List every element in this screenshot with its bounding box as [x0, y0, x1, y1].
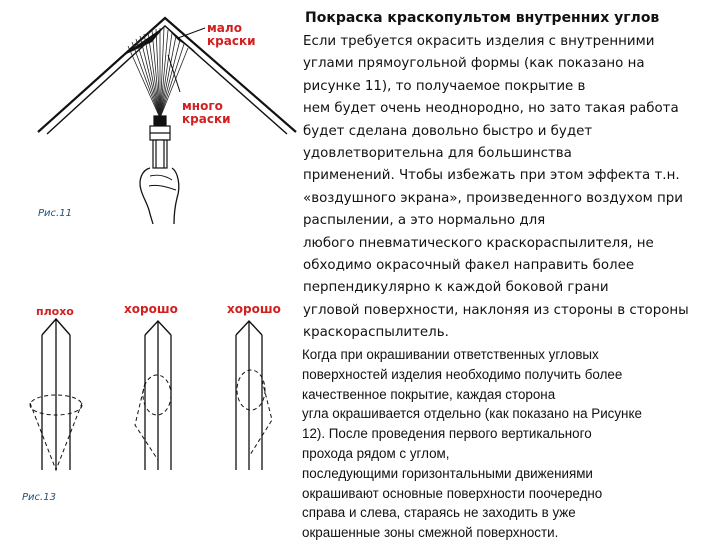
label-much-paint: много краски — [182, 99, 231, 126]
figure-13-caption: Рис.13 — [22, 492, 56, 503]
figure-11-caption: Рис.11 — [38, 208, 72, 219]
paragraph-1-line: любого пневматического краскораспылителя, не — [303, 235, 654, 251]
paragraph-1-line: рисунке 11), то получаемое покрытие в — [303, 78, 586, 94]
figure-11 — [0, 0, 300, 230]
paragraph-1-line: углами прямоугольной формы (как показано на — [303, 56, 645, 72]
section-title: Покраска краскопультом внутренних углов — [305, 10, 660, 26]
paragraph-2-line: справа и слева, стараясь не заходить в уже — [302, 505, 576, 521]
paragraph-2-line: прохода рядом с углом, — [302, 445, 450, 461]
column-bad — [30, 319, 82, 470]
corner-spray-comparison-illustration — [0, 295, 300, 540]
paragraph-1-line: Если требуется окрасить изделия с внутренними — [303, 34, 655, 49]
spray-fan — [128, 28, 188, 118]
paragraph-1-line: будет сделана довольно быстро и будет — [303, 123, 593, 139]
figure-13 — [0, 295, 300, 540]
label-good-1: хорошо — [124, 302, 178, 316]
paragraph-1-line: угловой поверхности, наклоняя из стороны в стороны — [303, 302, 689, 318]
paragraph-2-line: 12). После проведения первого вертикального — [302, 426, 592, 442]
paragraph-1-line: «воздушного экрана», произведенного воздухом при — [303, 190, 683, 206]
corner-outer-edge — [38, 18, 296, 132]
paragraph-1-line: обходимо окрасочный факел направить более — [303, 258, 635, 274]
paragraph-1-line: удовлетворительна для большинства — [303, 146, 572, 162]
column-good-1 — [135, 321, 171, 470]
paragraph-2-line: угла окрашивается отдельно (как показано на Рисунке — [302, 406, 642, 422]
paragraph-1-line: распылении, а это нормально для — [303, 213, 546, 229]
paragraph-2-line: последующими горизонтальными движениями — [302, 465, 593, 481]
paragraph-1-line: перпендикулярно к каждой боковой грани — [303, 280, 609, 296]
label-good-2: хорошо — [227, 302, 281, 316]
label-bad: плохо — [36, 305, 74, 318]
paragraph-2-line: окрашенные зоны смежной поверхности. — [302, 525, 559, 541]
paragraph-1-line: применений. Чтобы избежать при этом эффекта т.н. — [303, 168, 680, 184]
column-good-2 — [236, 321, 272, 470]
paragraph-2-line: поверхностей изделия необходимо получить более — [302, 366, 623, 382]
paragraph-2-line: Когда при окрашивании ответственных угловых — [302, 347, 599, 362]
paragraph-1-line: краскораспылитель. — [303, 325, 449, 341]
label-little-paint: мало краски — [207, 21, 256, 48]
hand — [140, 168, 179, 224]
paragraph-1-line: нем будет очень неоднородно, но зато такая работа — [303, 101, 679, 117]
paragraph-2-line: качественное покрытие, каждая сторона — [302, 386, 556, 402]
paragraph-1 — [303, 31, 713, 345]
spray-gun — [150, 116, 170, 168]
paragraph-2 — [302, 345, 714, 543]
paragraph-2-line: окрашивают основные поверхности поочередно — [302, 485, 603, 501]
